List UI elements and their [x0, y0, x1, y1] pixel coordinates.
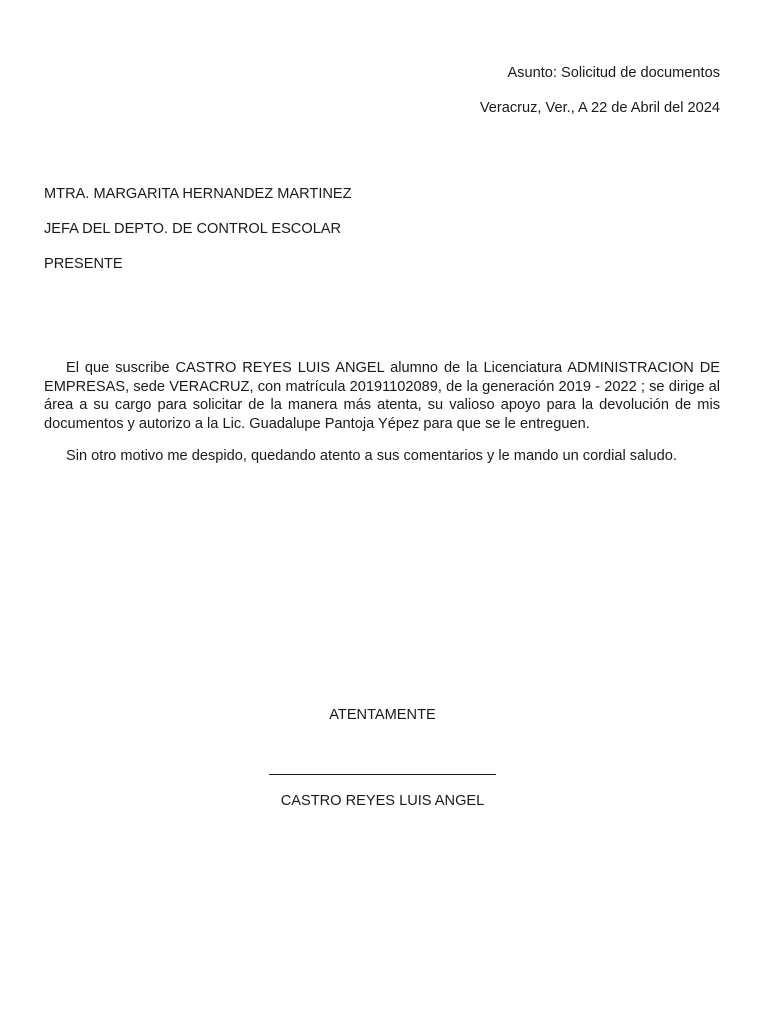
signature-line [269, 774, 496, 775]
recipient-position: JEFA DEL DEPTO. DE CONTROL ESCOLAR [44, 221, 342, 237]
subject-line: Asunto: Solicitud de documentos [507, 65, 720, 81]
closing-farewell: ATENTAMENTE [329, 707, 436, 723]
greeting: PRESENTE [44, 256, 123, 272]
recipient-name: MTRA. MARGARITA HERNANDEZ MARTINEZ [44, 186, 352, 202]
place-date-line: Veracruz, Ver., A 22 de Abril del 2024 [479, 100, 720, 116]
signer-name: CASTRO REYES LUIS ANGEL [280, 793, 485, 809]
body-paragraph-1: El que suscribe CASTRO REYES LUIS ANGEL alumno de la Licenciatura ADMINISTRACION DE EMPRESAS, sede VERACRUZ, con matrícula 20191102089, de la generación 2019 - 2022 ; se dirige al área a su cargo para solicitar de la manera más atenta, su valioso apoyo para la devolución de mis documentos y autorizo a la Lic. Guadalupe Pantoja Yépez para que se le entreguen. [44, 360, 720, 432]
body-paragraph-2: Sin otro motivo me despido, quedando atento a sus comentarios y le mando un cordial saludo. [66, 448, 677, 464]
